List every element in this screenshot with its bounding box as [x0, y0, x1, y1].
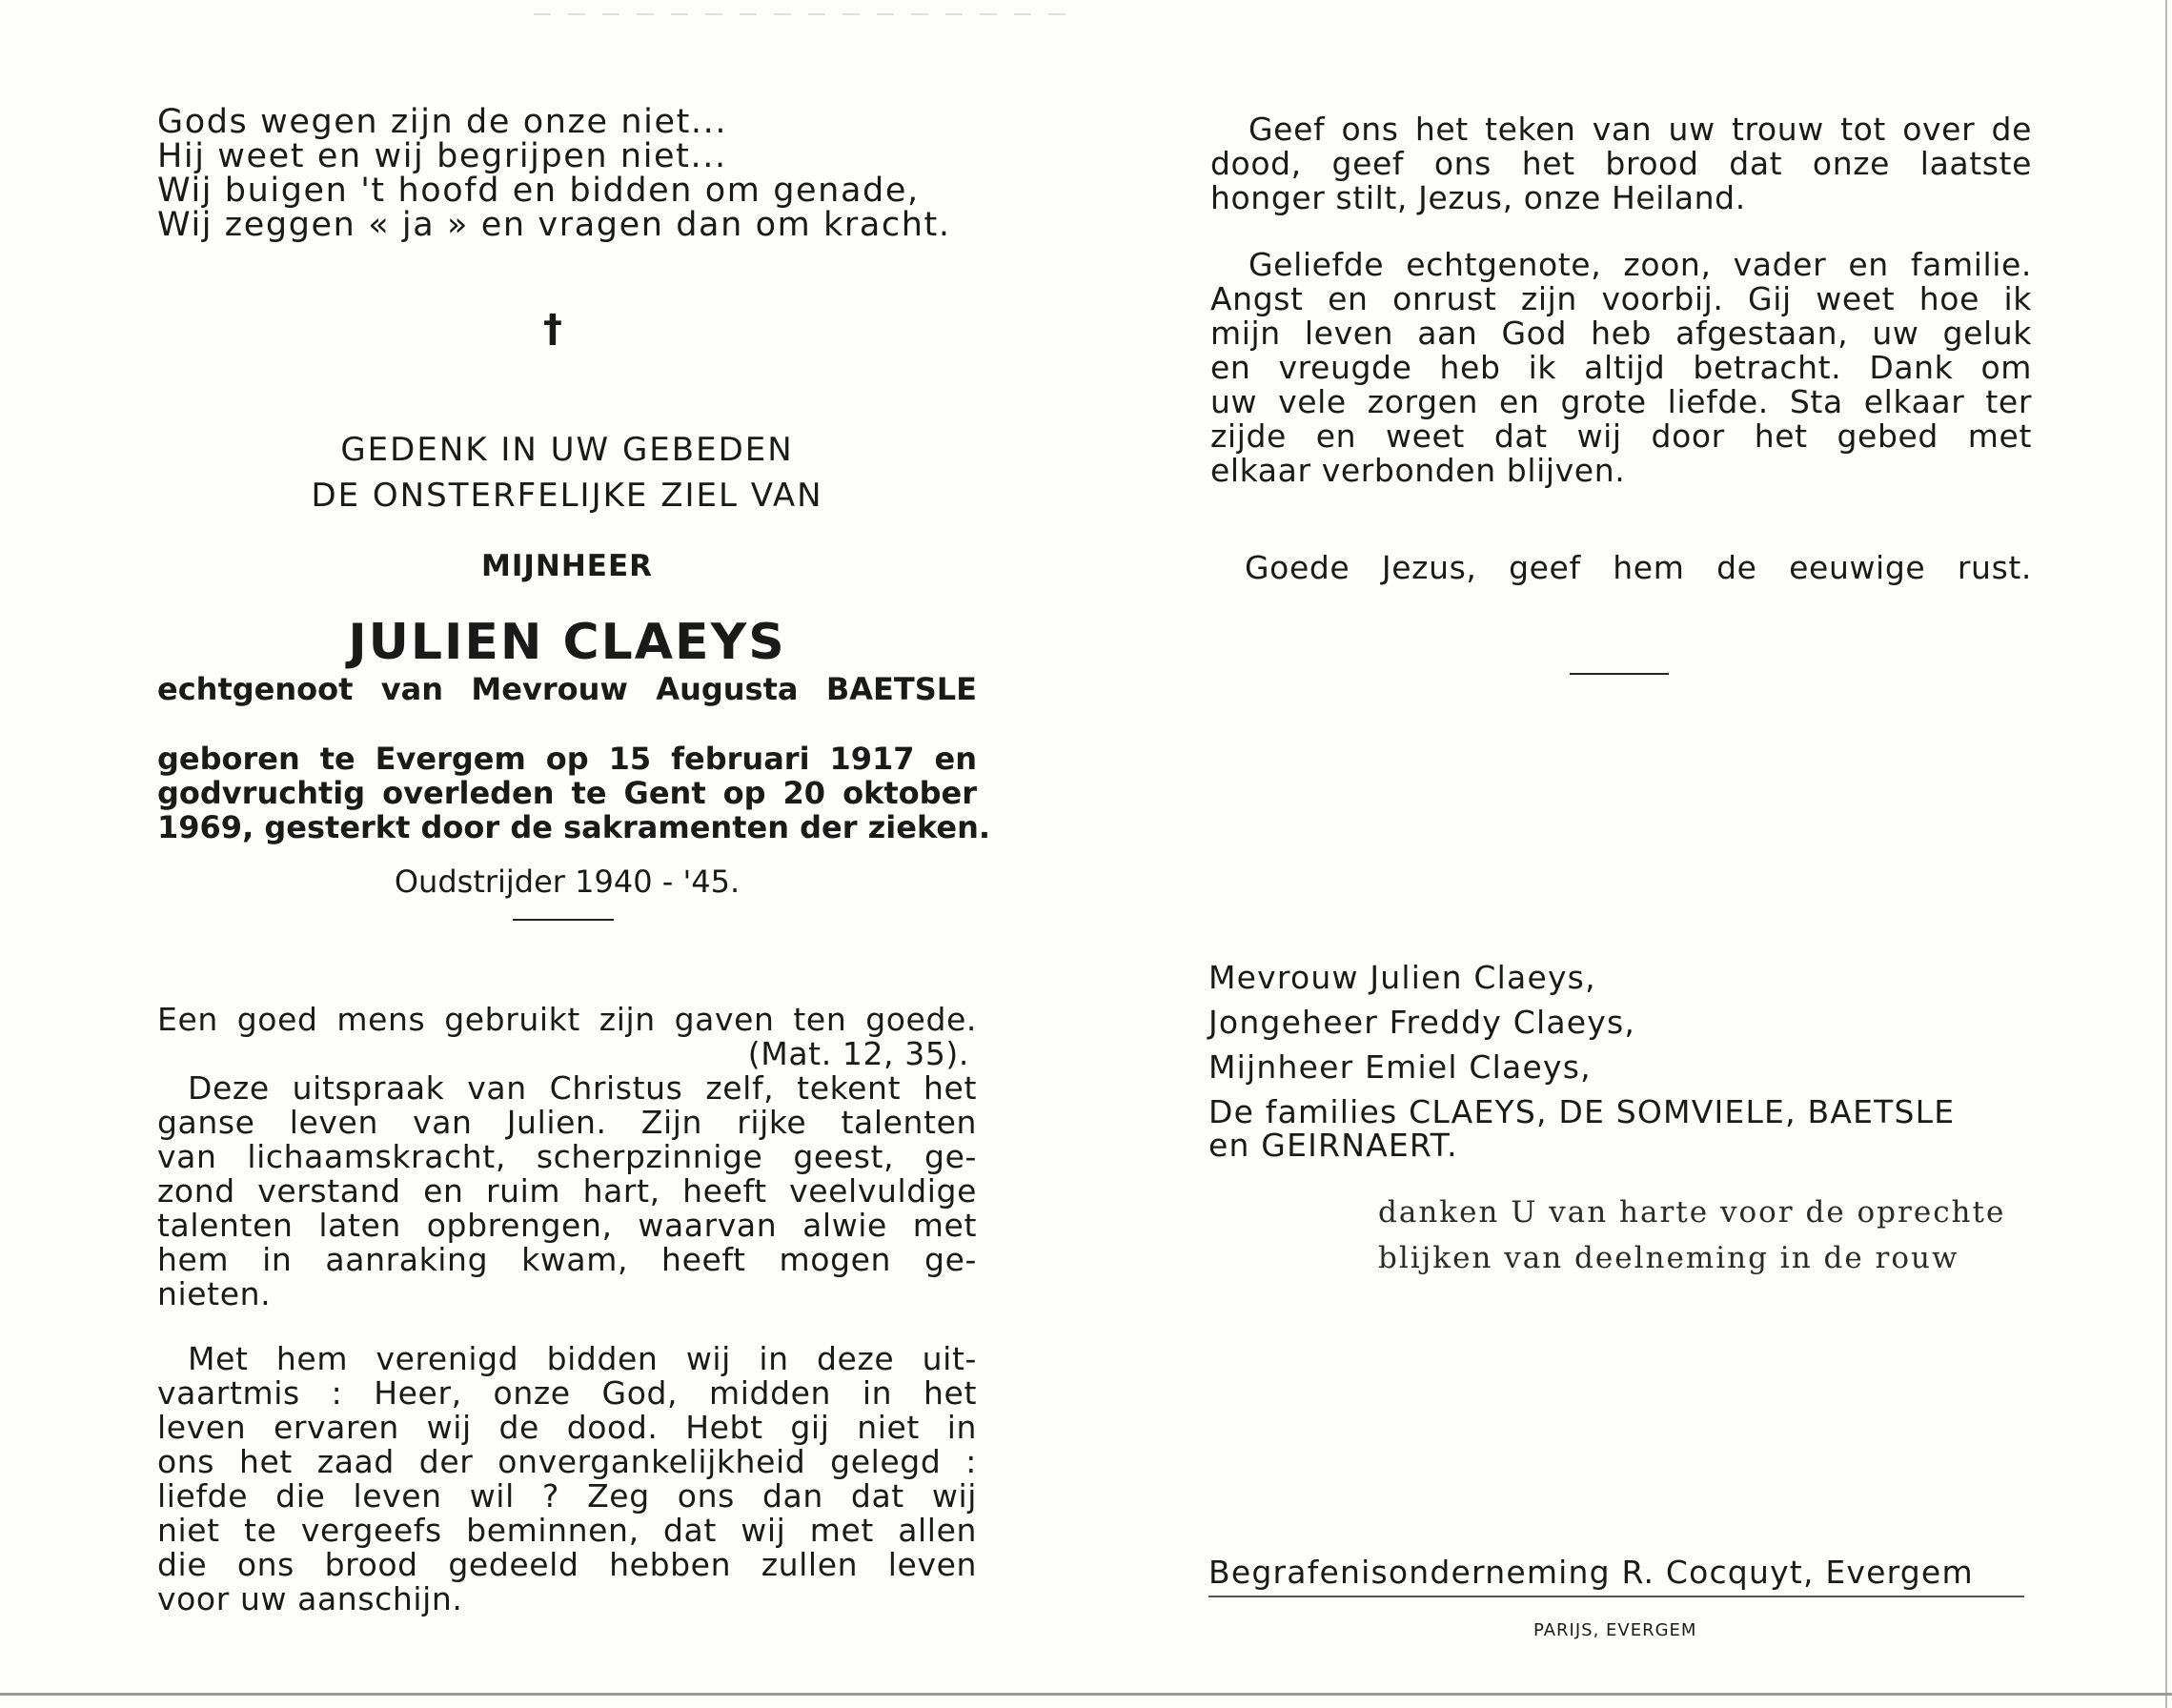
- paragraph-line: honger stilt, Jezus, onze Heiland.: [1210, 179, 1746, 216]
- deceased-name: JULIEN CLAEYS: [348, 614, 786, 671]
- paragraph-line: ganse leven van Julien. Zijn rijke talenten: [157, 1104, 977, 1141]
- paragraph-line: niet te vergeefs beminnen, dat wij met allen: [157, 1512, 977, 1549]
- paragraph-line: die ons brood gedeeld hebben zullen leven: [157, 1546, 977, 1583]
- paragraph-line: Met hem verenigd bidden wij in deze uit-: [188, 1340, 977, 1377]
- printer-mark: PARIJS, EVERGEM: [1533, 1620, 1697, 1640]
- paragraph-line: liefde die leven wil ? Zeg ons dan dat wij: [157, 1477, 977, 1515]
- paragraph-line: Angst en onrust zijn voorbij. Gij weet hoe ik: [1210, 280, 2032, 317]
- family-member: Mevrouw Julien Claeys,: [1208, 959, 1596, 996]
- opening-poem: [157, 105, 977, 242]
- paragraph-line: mijn leven aan God heb afgestaan, uw geluk: [1210, 315, 2032, 352]
- paragraph-line: hem in aanraking kwam, heeft mogen ge-: [157, 1241, 977, 1278]
- paragraph-line: van lichaamskracht, scherpzinnige geest, ge-: [157, 1138, 977, 1175]
- undertaker-name: Begrafenisonderneming R. Cocquyt, Evergem: [1208, 1554, 1974, 1591]
- thanks-line: danken U van harte voor de oprechte: [1378, 1195, 2006, 1230]
- family-member: Mijnheer Emiel Claeys,: [1208, 1048, 1592, 1086]
- paragraph-line: Geliefde echtgenote, zoon, vader en familie.: [1248, 246, 2032, 283]
- paragraph-line: Deze uitspraak van Christus zelf, tekent het: [188, 1069, 977, 1107]
- paragraph-line: en vreugde heb ik altijd betracht. Dank om: [1210, 349, 2032, 386]
- paragraph-line: zijde en weet dat wij door het gebed met: [1210, 417, 2032, 455]
- paragraph-line: nieten.: [157, 1275, 272, 1312]
- cross-icon: †: [543, 307, 562, 351]
- right-paragraph-1: [1210, 112, 2032, 215]
- remembrance-line: DE ONSTERFELIJKE ZIEL VAN: [311, 477, 823, 515]
- closing-prayer: [1210, 551, 2032, 585]
- scan-top-edge: [534, 13, 1067, 15]
- quote-reference: (Mat. 12, 35).: [747, 1035, 969, 1072]
- paragraph-line: elkaar verbonden blijven.: [1210, 452, 1626, 489]
- divider: [1570, 673, 1669, 675]
- birth-death-details: [157, 741, 990, 845]
- paragraph-line: uw vele zorgen en grote liefde. Sta elkaar ter: [1210, 383, 2032, 420]
- poem-line: Hij weet en wij begrijpen niet...: [157, 137, 727, 175]
- paragraph-line: vaartmis : Heer, onze God, midden in het: [157, 1374, 977, 1412]
- divider: [513, 919, 614, 921]
- remembrance-line: GEDENK IN UW GEBEDEN: [340, 431, 794, 469]
- poem-line: Gods wegen zijn de onze niet...: [157, 103, 728, 141]
- details-line: 1969, gesterkt door de sakramenten der zieken.: [157, 809, 990, 845]
- scan-bottom-edge: [0, 1693, 2172, 1696]
- thanks-line: blijken van deelneming in de rouw: [1378, 1241, 1959, 1275]
- paragraph-line: talenten laten opbrengen, waarvan alwie met: [157, 1207, 977, 1244]
- honorific: MIJNHEER: [480, 549, 654, 583]
- paragraph-line: dood, geef ons het brood dat onze laatste: [1210, 145, 2032, 182]
- remembrance-heading: [157, 427, 977, 518]
- prayer-paragraph: [157, 1342, 977, 1616]
- details-line: geboren te Evergem op 15 februari 1917 en: [157, 741, 977, 777]
- family-member: De families CLAEYS, DE SOMVIELE, BAETSLE: [1208, 1093, 1956, 1130]
- scan-right-edge: [2165, 0, 2167, 1708]
- right-paragraph-2: [1210, 248, 2032, 488]
- paragraph-line: ons het zaad der onvergankelijkheid gelegd :: [157, 1443, 977, 1480]
- undertaker-underline: [1208, 1596, 2024, 1597]
- quote-text: Een goed mens gebruikt zijn gaven ten goede.: [157, 1001, 977, 1038]
- prayer-line: Goede Jezus, geef hem de eeuwige rust.: [1245, 549, 2032, 586]
- details-line: godvruchtig overleden te Gent op 20 oktober: [157, 775, 977, 811]
- paragraph-line: leven ervaren wij de dood. Hebt gij niet in: [157, 1409, 977, 1446]
- paragraph-line: zond verstand en ruim hart, heeft veelvuldige: [157, 1172, 977, 1210]
- paragraph-line: voor uw aanschijn.: [157, 1580, 463, 1617]
- tribute-paragraph: [157, 1071, 977, 1312]
- poem-line: Wij buigen 't hoofd en bidden om genade,: [157, 172, 920, 210]
- family-member: en GEIRNAERT.: [1208, 1127, 1458, 1164]
- paragraph-line: Geef ons het teken van uw trouw tot over de: [1248, 111, 2032, 148]
- veteran-note: Oudstrijder 1940 - '45.: [394, 864, 741, 900]
- scripture-quote: [157, 1003, 977, 1071]
- poem-line: Wij zeggen « ja » en vragen dan om kracht.: [157, 206, 951, 244]
- spouse-line: echtgenoot van Mevrouw Augusta BAETSLE: [157, 671, 977, 707]
- family-member: Jongeheer Freddy Claeys,: [1208, 1004, 1636, 1041]
